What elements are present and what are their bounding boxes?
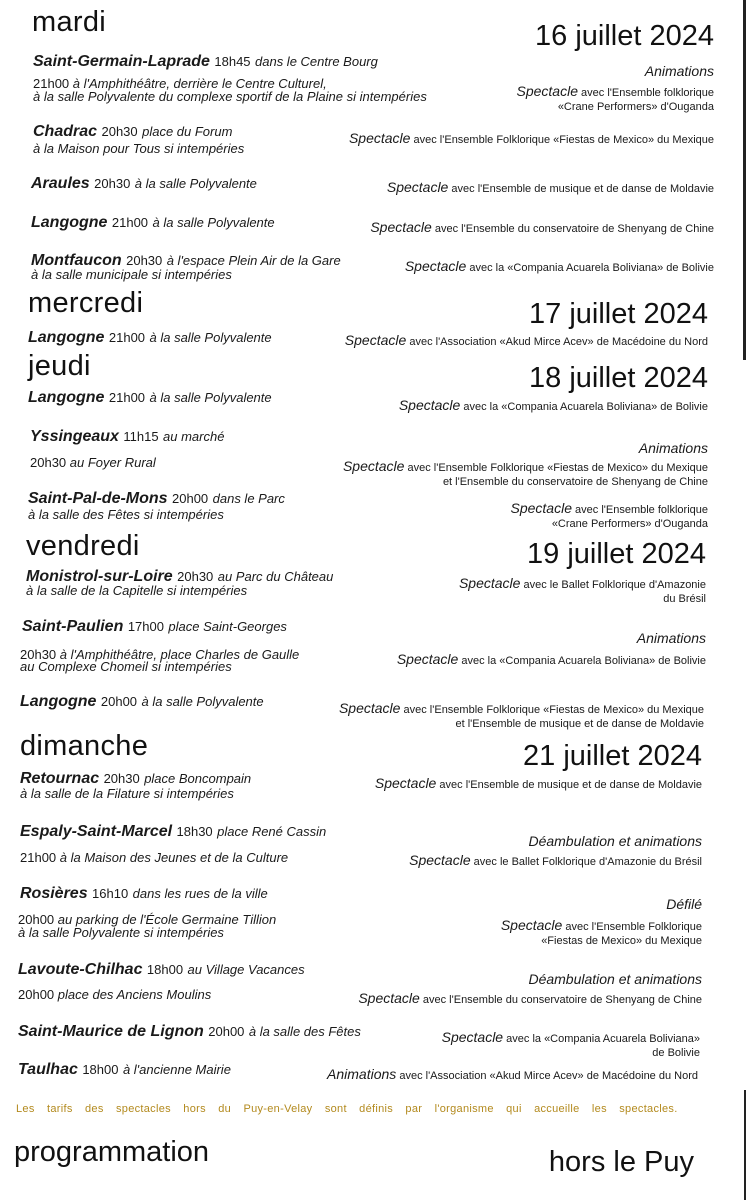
- event-detail: 21h00 à l'Amphithéâtre, derrière le Centre Culturel,: [33, 76, 327, 91]
- event-detail: à la salle municipale si intempéries: [31, 267, 232, 282]
- event-show: Spectacle avec l'Ensemble Folklorique «Fiestas de Mexico» du Mexique et l'Ensemble de musique et de danse de Moldavie: [338, 700, 704, 730]
- event-detail: à la salle des Fêtes si intempéries: [28, 507, 224, 522]
- event-town-lavoute-chilhac: Lavoute-Chilhac 18h00 au Village Vacances: [18, 961, 305, 978]
- date-heading-vendredi: 19 juillet 2024: [527, 538, 706, 570]
- event-town-espaly-saint-marcel: Espaly-Saint-Marcel 18h30 place René Cassin: [20, 823, 327, 840]
- date-heading-mardi: 16 juillet 2024: [535, 20, 714, 52]
- event-town-langogne: Langogne 21h00 à la salle Polyvalente: [28, 329, 272, 346]
- date-heading-dimanche: 21 juillet 2024: [523, 740, 702, 772]
- event-show: Animations avec l'Association «Akud Mirce Acev» de Macédoine du Nord: [327, 1066, 698, 1082]
- event-town-yssingeaux: Yssingeaux 11h15 au marché: [30, 428, 225, 445]
- day-heading-dimanche: dimanche: [20, 730, 149, 762]
- event-detail: à la salle Polyvalente si intempéries: [18, 925, 224, 940]
- event-town-rosieres: Rosières 16h10 dans les rues de la ville: [20, 885, 268, 902]
- event-activity: Animations: [644, 63, 714, 79]
- event-town-chadrac: Chadrac 20h30 place du Forum: [33, 123, 233, 140]
- event-show: Spectacle avec l'Ensemble de musique et de danse de Moldavie: [374, 775, 702, 791]
- event-show: Spectacle avec l'Ensemble Folklorique «Fiestas de Mexico» du Mexique: [348, 130, 714, 146]
- event-show: Spectacle avec la «Compania Acuarela Boliviana» de Bolivie: [441, 1029, 700, 1059]
- event-show: Spectacle avec l'Ensemble du conservatoire de Shenyang de Chine: [370, 219, 714, 235]
- event-show: Spectacle avec la «Compania Acuarela Boliviana» de Bolivie: [404, 258, 714, 274]
- event-detail: 20h30 au Foyer Rural: [30, 455, 156, 470]
- event-town-montfaucon: Montfaucon 20h30 à l'espace Plein Air de la Gare: [31, 252, 341, 269]
- event-detail: 20h00 place des Anciens Moulins: [18, 987, 212, 1002]
- event-detail: à la salle Polyvalente du complexe sportif de la Plaine si intempéries: [33, 89, 427, 104]
- event-detail: 21h00 à la Maison des Jeunes et de la Culture: [20, 850, 289, 865]
- day-heading-mercredi: mercredi: [28, 287, 144, 319]
- event-activity: Déambulation et animations: [528, 833, 702, 849]
- event-detail: à la Maison pour Tous si intempéries: [33, 141, 245, 156]
- event-town-saint-paulien: Saint-Paulien 17h00 place Saint-Georges: [22, 618, 287, 635]
- event-activity: Animations: [638, 440, 708, 456]
- event-town-saint-maurice-de-lignon: Saint-Maurice de Lignon 20h00 à la salle des Fêtes: [18, 1023, 361, 1040]
- event-town-saint-germain-laprade: Saint-Germain-Laprade 18h45 dans le Centre Bourg: [33, 53, 378, 70]
- footer-title-hors-le-puy: hors le Puy: [548, 1146, 694, 1178]
- footer-title-programmation: programmation: [14, 1136, 210, 1168]
- event-town-monistrol-sur-loire: Monistrol-sur-Loire 20h30 au Parc du Château: [26, 568, 334, 585]
- event-show: Spectacle avec l'Association «Akud Mirce Acev» de Macédoine du Nord: [344, 332, 708, 348]
- event-town-langogne: Langogne 20h00 à la salle Polyvalente: [20, 693, 264, 710]
- event-town-langogne: Langogne 21h00 à la salle Polyvalente: [31, 214, 275, 231]
- event-show: Spectacle avec l'Ensemble folklorique «Crane Performers» d'Ouganda: [516, 83, 714, 113]
- event-town-araules: Araules 20h30 à la salle Polyvalente: [31, 175, 257, 192]
- event-show: Spectacle avec l'Ensemble Folklorique «Fiestas de Mexico» du Mexique et l'Ensemble du conservatoire de Shenyang de Chine: [342, 458, 708, 488]
- day-heading-mardi: mardi: [32, 6, 107, 38]
- event-show: Spectacle avec la «Compania Acuarela Boliviana» de Bolivie: [396, 651, 706, 667]
- day-heading-vendredi: vendredi: [26, 530, 140, 562]
- event-town-retournac: Retournac 20h30 place Boncompain: [20, 770, 252, 787]
- event-town-langogne: Langogne 21h00 à la salle Polyvalente: [28, 389, 272, 406]
- event-town-saint-pal-de-mons: Saint-Pal-de-Mons 20h00 dans le Parc: [28, 490, 285, 507]
- event-town-taulhac: Taulhac 18h00 à l'ancienne Mairie: [18, 1061, 231, 1078]
- event-show: Spectacle avec le Ballet Folklorique d'Amazonie du Brésil: [458, 575, 706, 605]
- event-detail: 20h30 à l'Amphithéâtre, place Charles de Gaulle: [20, 647, 300, 662]
- event-show: Spectacle avec l'Ensemble du conservatoire de Shenyang de Chine: [358, 990, 702, 1006]
- event-activity: Défilé: [666, 896, 702, 912]
- event-activity: Animations: [636, 630, 706, 646]
- event-show: Spectacle avec l'Ensemble Folklorique «Fiestas de Mexico» du Mexique: [500, 917, 702, 947]
- footer-pricing-note: Les tarifs des spectacles hors du Puy-en-Velay sont définis par l'organisme qui accueille les spectacles.: [16, 1103, 678, 1115]
- event-show: Spectacle avec l'Ensemble de musique et de danse de Moldavie: [386, 179, 714, 195]
- event-activity: Déambulation et animations: [528, 971, 702, 987]
- date-heading-jeudi: 18 juillet 2024: [529, 362, 708, 394]
- day-heading-jeudi: jeudi: [28, 350, 91, 382]
- event-show: Spectacle avec le Ballet Folklorique d'Amazonie du Brésil: [409, 852, 702, 868]
- event-detail: à la salle de la Capitelle si intempéries: [26, 583, 248, 598]
- event-detail: 20h00 au parking de l'École Germaine Tillion: [18, 912, 277, 927]
- event-show: Spectacle avec la «Compania Acuarela Boliviana» de Bolivie: [398, 397, 708, 413]
- event-detail: à la salle de la Filature si intempéries: [20, 786, 234, 801]
- event-detail: au Complexe Chomeil si intempéries: [20, 659, 232, 674]
- date-heading-mercredi: 17 juillet 2024: [529, 298, 708, 330]
- event-show: Spectacle avec l'Ensemble folklorique «Crane Performers» d'Ouganda: [510, 500, 708, 530]
